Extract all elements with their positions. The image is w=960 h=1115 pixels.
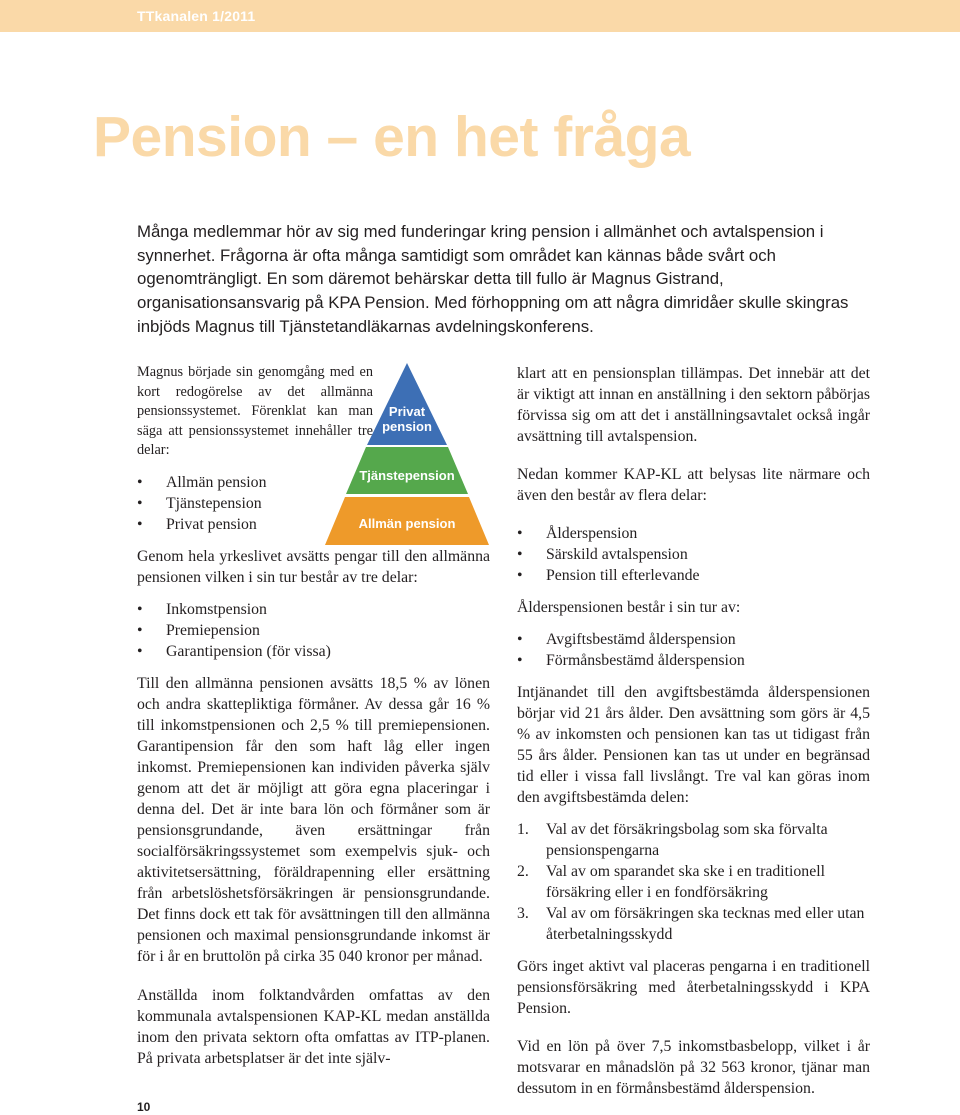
list-text: Val av det försäkringsbolag som ska förvalta pensionspengarna <box>546 821 828 859</box>
list-text: Val av om sparandet ska ske i en traditionell försäkring eller i en fondförsäkring <box>546 863 825 901</box>
list-item: • Premiepension <box>137 620 490 641</box>
kap-kl-parts-list <box>517 523 870 586</box>
list-item: • Pension till efterlevande <box>517 565 870 586</box>
list-item: • Privat pension <box>137 514 490 535</box>
list-number: 3. <box>517 905 529 922</box>
list-item: • Förmånsbestämd ålderspension <box>517 650 870 671</box>
body-paragraph: Vid en lön på över 7,5 inkomstbasbelopp, vilket i år motsvarar en månadslön på 32 563 kronor, tjänar man dessutom in en förmånsbestämd ålderspension. <box>517 1038 870 1097</box>
general-pension-parts-list <box>137 599 490 662</box>
body-paragraph: Anställda inom folktandvården omfattas av den kommunala avtalspensionen KAP-KL medan anställda inom den privata sektorn ofta omfattas av ITP-planen. På privata arbetsplatser är det inte själv- <box>137 986 490 1067</box>
lead-paragraph: Många medlemmar hör av sig med funderingar kring pension i allmänhet och avtalspension i synnerhet. Frågorna är ofta många samtidigt som området kan kännas både svårt och ogenomträngligt. En som däremot behärskar detta till fullo är Magnus Gistrand, organisationsansvarig på KPA Pension. Med förhoppning om att några dimridåer skulle skingras inbjöds Magnus till Tjänstetandläkarnas avdelningskonferens. <box>137 222 849 336</box>
list-item: • Särskild avtalspension <box>517 544 870 565</box>
list-number: 2. <box>517 863 529 880</box>
pension-parts-list <box>137 472 490 535</box>
header-bar <box>0 0 960 32</box>
list-item <box>517 861 870 903</box>
list-item: • Tjänstepension <box>137 493 490 514</box>
publication-label: TTkanalen 1/2011 <box>137 8 256 24</box>
body-paragraph: klart att en pensionsplan tillämpas. Det innebär att det är viktigt att innan en anställning i den sektorn påbörjas förvissa sig om att det i anställningsavtalet också ingår avsättning till avtalspension. <box>517 365 870 445</box>
list-item: • Avgiftsbestämd ålderspension <box>517 629 870 650</box>
body-paragraph: Intjänandet till den avgiftsbestämda ålderspensionen börjar vid 21 års ålder. Den avsättning som görs är 4,5 % av inkomsten och pensionen kan tas ut tidigast från 55 års ålder. Pensionen kan tas ut under en begränsad tid eller i vissa fall livslångt. Tre val kan göras inom den avgiftsbestämda delen: <box>517 684 870 806</box>
list-item: • Garantipension (för vissa) <box>137 641 490 662</box>
list-number: 1. <box>517 821 529 838</box>
list-text: Val av om försäkringen ska tecknas med eller utan återbetalningsskydd <box>546 905 865 943</box>
body-paragraph: Till den allmänna pensionen avsätts 18,5 % av lönen och andra skattepliktiga förmåner. Av dessa går 16 % till inkomstpensionen och 2,5 % till premiepensionen. Garantipension får den som haft låg eller ingen inkomst. Premiepensionen kan individen påverka själv genom att det är möjligt att göra egna placeringar i denna del. Det är inte bara lön och förmåner som är pensionsgrundande, även ersättningar från socialförsäkringssystemet som exempelvis sjuk- och aktivitetsersättning, föräldrapenning eller ersättning från arbetslöshetsförsäkringen är pensionsgrundande. Det finns dock ett tak för avsättningen till den allmänna pensionen och maximal pensionsgrundande inkomst är för i år en bruttolön på cirka 35 040 kronor per månad. <box>137 674 490 965</box>
choices-list <box>517 819 870 945</box>
right-column <box>517 363 870 1110</box>
body-paragraph: Nedan kommer KAP-KL att belysas lite närmare och även den består av flera delar: <box>517 466 870 504</box>
list-item <box>517 819 870 861</box>
list-item: • Ålderspension <box>517 523 870 544</box>
pyramid-top-label-1: Privat <box>388 404 426 419</box>
body-paragraph: Ålderspensionen består i sin tur av: <box>517 599 741 616</box>
list-item: • Allmän pension <box>137 472 490 493</box>
page-number: 10 <box>137 1100 151 1114</box>
pyramid-bottom-label: Allmän pension <box>358 516 456 531</box>
article-title: Pension – en het fråga <box>93 105 691 169</box>
body-paragraph: Görs inget aktivt val placeras pengarna i en traditionell pensionsförsäkring med återbetalningsskydd i KPA Pension. <box>517 958 870 1017</box>
old-age-parts-list <box>517 629 870 671</box>
pyramid-top-label-2: pension <box>382 419 432 434</box>
body-paragraph: Genom hela yrkeslivet avsätts pengar till den allmänna pensionen vilken i sin tur består av tre delar: <box>137 547 490 586</box>
intro-paragraph: Magnus började sin genomgång med en kort redogörelse av det allmänna pensionssystemet. Förenklat kan man säga att pensionssystemet innehåller tre delar: <box>137 364 373 458</box>
list-item <box>517 903 870 945</box>
left-column <box>137 363 490 1080</box>
list-item: • Inkomstpension <box>137 599 490 620</box>
pyramid-middle-label: Tjänstepension <box>359 468 455 483</box>
